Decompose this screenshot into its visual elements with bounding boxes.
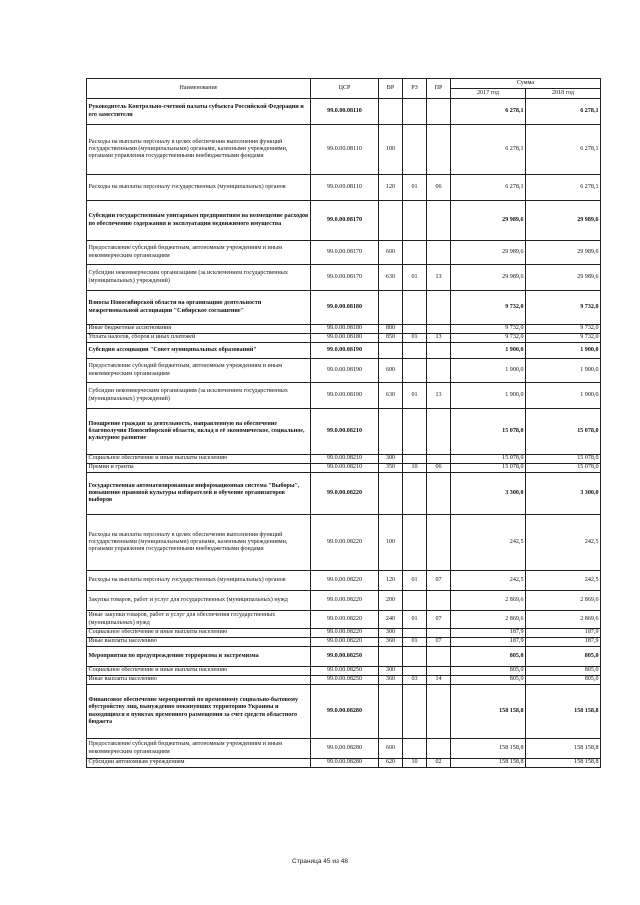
table-row (87, 611, 601, 629)
cell-vr (379, 343, 403, 359)
cell-2018: 805,0 (526, 667, 601, 676)
cell-csr: 99.0.00.08280 (311, 685, 379, 739)
cell-vr: 620 (379, 759, 403, 768)
page-footer: Страница 45 из 48 (292, 858, 348, 865)
cell-2017: 187,9 (451, 629, 526, 638)
cell-csr: 99.0.00.08280 (311, 759, 379, 768)
cell-csr: 99.0.00.08210 (311, 455, 379, 464)
cell-pr: 07 (427, 638, 451, 647)
cell-2018: 158 158,8 (526, 739, 601, 759)
cell-vr: 100 (379, 515, 403, 571)
cell-rz: 01 (403, 334, 427, 343)
cell-2018: 242,5 (526, 515, 601, 571)
cell-2018: 15 078,0 (526, 409, 601, 455)
cell-2018: 158 158,8 (526, 685, 601, 739)
cell-csr: 99.0.00.08170 (311, 265, 379, 291)
cell-rz (403, 647, 427, 667)
budget-table (86, 78, 601, 768)
cell-rz (403, 473, 427, 515)
cell-rz: 01 (403, 175, 427, 201)
cell-2017: 15 078,0 (451, 409, 526, 455)
cell-name: Иные выплаты населению (87, 676, 311, 685)
cell-vr: 240 (379, 611, 403, 629)
table-row (87, 685, 601, 739)
cell-name: Субсидии государственным унитарным предприятиям на возмещение расходов по обеспечению содержания и эксплуатации недвижимого имущества (87, 201, 311, 241)
cell-rz: 10 (403, 464, 427, 473)
cell-vr: 200 (379, 591, 403, 611)
cell-name: Социальное обеспечение и иные выплаты населению (87, 629, 311, 638)
cell-2018: 805,0 (526, 676, 601, 685)
cell-csr: 99.0.00.08180 (311, 334, 379, 343)
cell-rz (403, 241, 427, 265)
table-row (87, 591, 601, 611)
cell-rz (403, 409, 427, 455)
cell-name: Социальное обеспечение и иные выплаты населению (87, 455, 311, 464)
cell-rz: 01 (403, 571, 427, 591)
cell-2017: 158 158,8 (451, 759, 526, 768)
cell-name: Поощрение граждан за деятельность, направленную на обеспечение благополучия Новосибирской области, вклад в её экономическое, социальное, культурное развитие (87, 409, 311, 455)
table-row (87, 291, 601, 325)
cell-rz (403, 667, 427, 676)
cell-2017: 2 869,6 (451, 591, 526, 611)
cell-2018: 6 278,1 (526, 125, 601, 175)
cell-rz: 01 (403, 611, 427, 629)
table-row (87, 676, 601, 685)
cell-name: Мероприятия по предупреждению терроризма и экстремизма (87, 647, 311, 667)
cell-csr: 99.0.00.08110 (311, 125, 379, 175)
cell-csr: 99.0.00.08250 (311, 647, 379, 667)
cell-pr (427, 515, 451, 571)
cell-rz (403, 201, 427, 241)
cell-name: Расходы на выплаты персоналу государственных (муниципальных) органов (87, 571, 311, 591)
cell-csr: 99.0.00.08220 (311, 473, 379, 515)
cell-vr (379, 409, 403, 455)
cell-csr: 99.0.00.08180 (311, 291, 379, 325)
cell-name: Иные бюджетные ассигнования (87, 325, 311, 334)
cell-name: Взносы Новосибирской области на организацию деятельности межрегиональной ассоциации "Сибирское соглашение" (87, 291, 311, 325)
cell-csr: 99.0.00.08250 (311, 667, 379, 676)
cell-pr (427, 739, 451, 759)
cell-pr (427, 125, 451, 175)
cell-name: Предоставление субсидий бюджетным, автономным учреждениям и иным некоммерческим организациям (87, 241, 311, 265)
table-header-row (87, 79, 601, 89)
header-year-2017: 2017 год (451, 89, 526, 99)
cell-2018: 9 732,0 (526, 334, 601, 343)
header-rz: РЗ (403, 79, 427, 99)
cell-pr: 02 (427, 759, 451, 768)
cell-2018: 1 900,0 (526, 343, 601, 359)
cell-2018: 2 869,6 (526, 591, 601, 611)
header-pr: ПР (427, 79, 451, 99)
cell-2018: 242,5 (526, 571, 601, 591)
cell-2018: 29 989,6 (526, 241, 601, 265)
cell-rz: 01 (403, 383, 427, 409)
table-row (87, 265, 601, 291)
table-row (87, 175, 601, 201)
cell-csr: 99.0.00.08170 (311, 201, 379, 241)
cell-2018: 158 158,8 (526, 759, 601, 768)
cell-pr (427, 325, 451, 334)
cell-2018: 805,0 (526, 647, 601, 667)
cell-name: Субсидии некоммерческим организациям (за исключением государственных (муниципальных) учреждений) (87, 383, 311, 409)
table-row (87, 343, 601, 359)
cell-csr: 99.0.00.08220 (311, 629, 379, 638)
cell-2017: 1 900,0 (451, 343, 526, 359)
cell-name: Государственная автоматизированная информационная система "Выборы", повышение правовой культуры избирателей и обучение организаторов выборов (87, 473, 311, 515)
cell-2017: 15 078,0 (451, 464, 526, 473)
cell-csr: 99.0.00.08220 (311, 571, 379, 591)
cell-rz (403, 685, 427, 739)
cell-pr: 14 (427, 676, 451, 685)
table-row (87, 334, 601, 343)
cell-vr (379, 685, 403, 739)
cell-rz (403, 359, 427, 383)
cell-2017: 1 900,0 (451, 383, 526, 409)
cell-vr: 600 (379, 241, 403, 265)
cell-rz: 01 (403, 265, 427, 291)
table-row (87, 667, 601, 676)
table-row (87, 383, 601, 409)
cell-pr: 07 (427, 571, 451, 591)
cell-name: Премии и гранты (87, 464, 311, 473)
cell-vr: 100 (379, 125, 403, 175)
cell-vr (379, 647, 403, 667)
cell-2017: 29 989,6 (451, 241, 526, 265)
cell-pr: 06 (427, 175, 451, 201)
cell-2017: 805,0 (451, 647, 526, 667)
cell-csr: 99.0.00.08110 (311, 175, 379, 201)
cell-vr: 300 (379, 667, 403, 676)
cell-2018: 187,9 (526, 629, 601, 638)
cell-vr: 630 (379, 265, 403, 291)
cell-2018: 15 078,0 (526, 455, 601, 464)
header-name: Наименование (87, 79, 311, 99)
cell-vr: 300 (379, 629, 403, 638)
cell-csr: 99.0.00.08190 (311, 359, 379, 383)
header-year-2018: 2018 год (526, 89, 601, 99)
cell-pr: 07 (427, 611, 451, 629)
cell-pr (427, 359, 451, 383)
cell-2017: 805,0 (451, 667, 526, 676)
cell-csr: 99.0.00.08210 (311, 409, 379, 455)
cell-csr: 99.0.00.08220 (311, 638, 379, 647)
cell-2017: 29 989,6 (451, 265, 526, 291)
cell-2018: 29 989,6 (526, 265, 601, 291)
cell-name: Субсидии некоммерческим организациям (за исключением государственных (муниципальных) учреждений) (87, 265, 311, 291)
cell-2017: 242,5 (451, 571, 526, 591)
cell-name: Руководитель Контрольно-счетной палаты субъекта Российской Федерации и его заместители (87, 99, 311, 125)
cell-rz (403, 591, 427, 611)
cell-pr (427, 685, 451, 739)
table-row (87, 638, 601, 647)
cell-vr: 350 (379, 464, 403, 473)
cell-2017: 158 158,8 (451, 685, 526, 739)
table-row (87, 325, 601, 334)
cell-name: Предоставление субсидий бюджетным, автономным учреждениям и иным некоммерческим организациям (87, 739, 311, 759)
table-row (87, 409, 601, 455)
cell-2017: 9 732,0 (451, 325, 526, 334)
cell-pr (427, 473, 451, 515)
cell-pr (427, 241, 451, 265)
cell-pr (427, 455, 451, 464)
table-row (87, 455, 601, 464)
table-row (87, 515, 601, 571)
cell-2018: 29 989,6 (526, 201, 601, 241)
cell-2017: 1 900,0 (451, 359, 526, 383)
cell-2018: 2 869,6 (526, 611, 601, 629)
cell-name: Расходы на выплаты персоналу в целях обеспечения выполнения функций государственными (муниципальными) органами, казенными учреждениями, органами управления государственными внебюджетными фондами (87, 515, 311, 571)
cell-2018: 187,9 (526, 638, 601, 647)
cell-name: Закупка товаров, работ и услуг для государственных (муниципальных) нужд (87, 591, 311, 611)
cell-pr: 06 (427, 464, 451, 473)
cell-csr: 99.0.00.08220 (311, 591, 379, 611)
cell-2017: 242,5 (451, 515, 526, 571)
cell-rz (403, 343, 427, 359)
cell-pr: 13 (427, 265, 451, 291)
cell-csr: 99.0.00.08250 (311, 676, 379, 685)
cell-pr (427, 409, 451, 455)
cell-2018: 6 278,1 (526, 175, 601, 201)
cell-2017: 29 989,6 (451, 201, 526, 241)
table-row (87, 647, 601, 667)
cell-2017: 158 158,8 (451, 739, 526, 759)
cell-name: Финансовое обеспечение мероприятий по временному социально-бытовому обустройству лиц, вынужденно покинувших территорию Украины и находящихся в пунктах временного размещения за счет средств областного бюджета (87, 685, 311, 739)
cell-rz (403, 629, 427, 638)
table-row (87, 759, 601, 768)
cell-2018: 6 278,1 (526, 99, 601, 125)
cell-csr: 99.0.00.08190 (311, 343, 379, 359)
cell-vr: 630 (379, 383, 403, 409)
cell-csr: 99.0.00.08220 (311, 515, 379, 571)
cell-rz (403, 291, 427, 325)
cell-2017: 6 278,1 (451, 175, 526, 201)
cell-vr: 800 (379, 325, 403, 334)
cell-rz: 01 (403, 638, 427, 647)
table-row (87, 201, 601, 241)
cell-name: Иные выплаты населению (87, 638, 311, 647)
cell-pr (427, 291, 451, 325)
cell-rz: 03 (403, 676, 427, 685)
table-body (87, 99, 601, 768)
cell-2017: 6 278,1 (451, 99, 526, 125)
cell-csr: 99.0.00.08210 (311, 464, 379, 473)
cell-pr (427, 667, 451, 676)
cell-vr: 360 (379, 676, 403, 685)
table-row (87, 125, 601, 175)
cell-vr: 360 (379, 638, 403, 647)
cell-pr (427, 343, 451, 359)
cell-rz (403, 515, 427, 571)
cell-vr: 850 (379, 334, 403, 343)
cell-2017: 9 732,0 (451, 334, 526, 343)
cell-rz (403, 455, 427, 464)
cell-name: Уплата налогов, сборов и иных платежей (87, 334, 311, 343)
header-sum: Сумма (451, 79, 601, 89)
table-row (87, 99, 601, 125)
cell-2018: 15 078,0 (526, 464, 601, 473)
cell-2017: 9 732,0 (451, 291, 526, 325)
cell-vr: 300 (379, 455, 403, 464)
cell-vr: 120 (379, 175, 403, 201)
cell-pr: 13 (427, 334, 451, 343)
cell-vr (379, 99, 403, 125)
cell-pr (427, 647, 451, 667)
cell-2017: 805,0 (451, 676, 526, 685)
cell-name: Предоставление субсидий бюджетным, автономным учреждениям и иным некоммерческим организациям (87, 359, 311, 383)
cell-2018: 1 900,0 (526, 383, 601, 409)
cell-csr: 99.0.00.08180 (311, 325, 379, 334)
cell-vr: 120 (379, 571, 403, 591)
header-csr: ЦСР (311, 79, 379, 99)
cell-vr: 600 (379, 359, 403, 383)
cell-name: Иные закупки товаров, работ и услуг для обеспечения государственных (муниципальных) нужд (87, 611, 311, 629)
cell-2018: 1 900,0 (526, 359, 601, 383)
table-row (87, 571, 601, 591)
cell-2017: 187,9 (451, 638, 526, 647)
header-vr: ВР (379, 79, 403, 99)
cell-2017: 2 869,6 (451, 611, 526, 629)
table-row (87, 464, 601, 473)
cell-2017: 3 300,0 (451, 473, 526, 515)
cell-name: Расходы на выплаты персоналу государственных (муниципальных) органов (87, 175, 311, 201)
cell-rz (403, 325, 427, 334)
cell-name: Расходы на выплаты персоналу в целях обеспечения выполнения функций государственными (муниципальными) органами, казенными учреждениями, органами управления государственными внебюджетными фондами (87, 125, 311, 175)
cell-2017: 6 278,1 (451, 125, 526, 175)
cell-pr: 13 (427, 383, 451, 409)
cell-vr: 600 (379, 739, 403, 759)
cell-2017: 15 078,0 (451, 455, 526, 464)
cell-vr (379, 473, 403, 515)
cell-name: Субсидия ассоциации "Совет муниципальных образований" (87, 343, 311, 359)
cell-name: Субсидии автономным учреждениям (87, 759, 311, 768)
cell-pr (427, 201, 451, 241)
cell-name: Социальное обеспечение и иные выплаты населению (87, 667, 311, 676)
cell-csr: 99.0.00.08110 (311, 99, 379, 125)
cell-rz (403, 125, 427, 175)
cell-pr (427, 629, 451, 638)
table-row (87, 739, 601, 759)
cell-csr: 99.0.00.08170 (311, 241, 379, 265)
cell-2018: 9 732,0 (526, 291, 601, 325)
cell-csr: 99.0.00.08190 (311, 383, 379, 409)
cell-rz (403, 739, 427, 759)
cell-rz: 10 (403, 759, 427, 768)
cell-pr (427, 591, 451, 611)
cell-2018: 9 732,0 (526, 325, 601, 334)
cell-vr (379, 291, 403, 325)
table-row (87, 359, 601, 383)
cell-2018: 3 300,0 (526, 473, 601, 515)
cell-csr: 99.0.00.08220 (311, 611, 379, 629)
table-row (87, 629, 601, 638)
table-row (87, 473, 601, 515)
table-row (87, 241, 601, 265)
cell-csr: 99.0.00.08280 (311, 739, 379, 759)
cell-rz (403, 99, 427, 125)
cell-vr (379, 201, 403, 241)
cell-pr (427, 99, 451, 125)
